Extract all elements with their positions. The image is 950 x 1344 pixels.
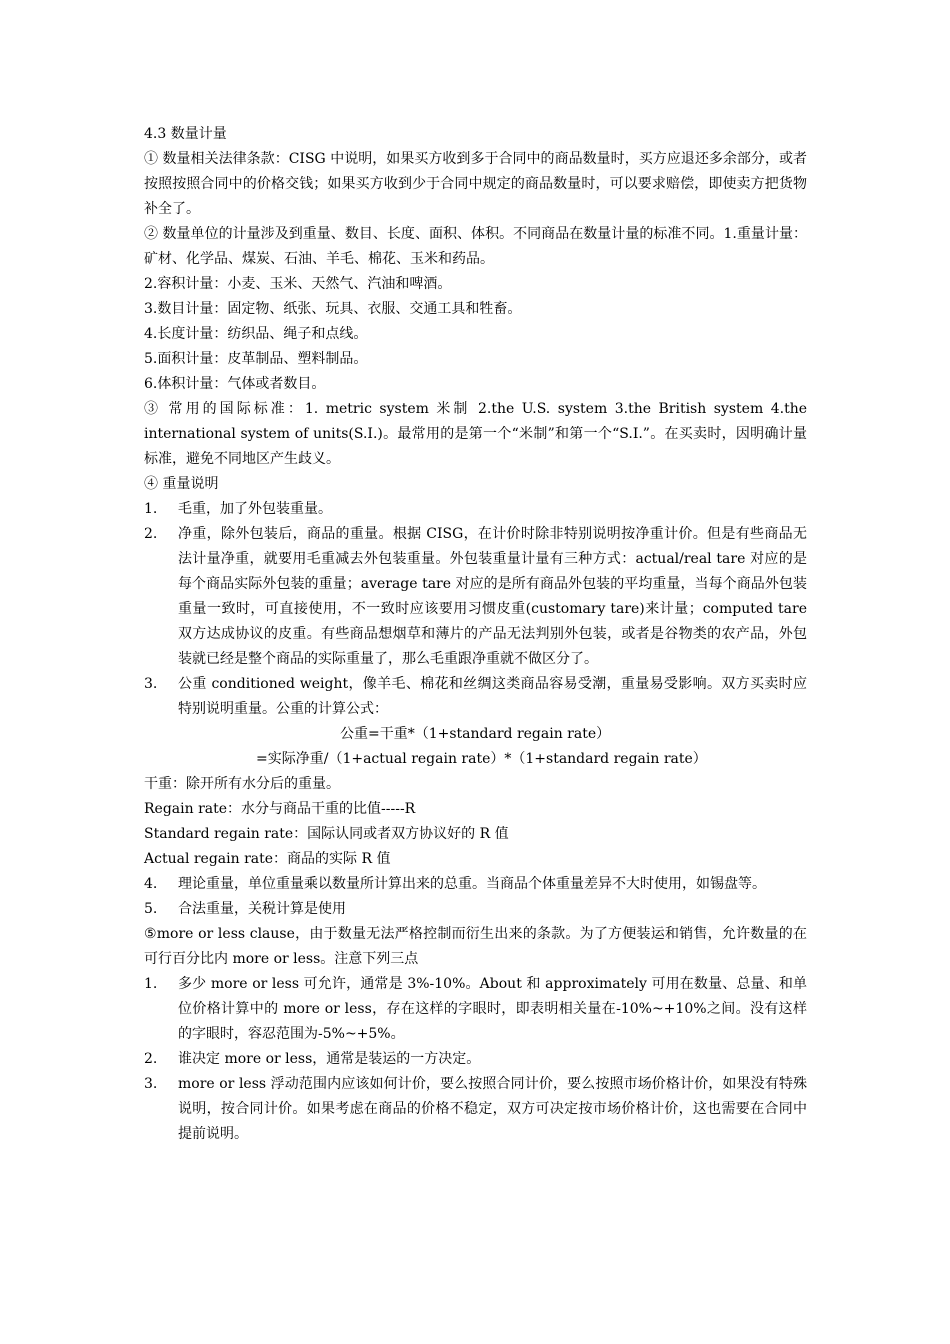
paragraph-units: ② 数量单位的计量涉及到重量、数目、长度、面积、体积。不同商品在数量计量的标准不同。1.重量计量：矿材、化学品、煤炭、石油、羊毛、棉花、玉米和药品。 — [144, 226, 807, 267]
list-text: 理论重量，单位重量乘以数量所计算出来的总重。当商品个体重量差异不大时使用，如锡盘等。 — [178, 876, 766, 892]
paragraph-more-or-less: ⑤more or less clause，由于数量无法严格控制而衍生出来的条款。为了方便装运和销售，允许数量的在可行百分比内 more or less。注意下列三点 — [144, 926, 807, 967]
list-text: 净重，除外包装后，商品的重量。根据 CISG，在计价时除非特别说明按净重计价。但是有些商品无法计量净重，就要用毛重减去外包装重量。外包装重量计量有三种方式：actual/real tare 对应的是每个商品实际外包装的重量；average tare 对应的是所有商品外包装的平均重量，当每个商品外包装重量一致时，可直接使用，不一致时应该要用习惯皮重(customary tare)来计量；computed tare 双方达成协议的皮重。有些商品想烟草和薄片的产品无法判别外包装，或者是谷物类的农产品，外包装就已经是整个商品的实际重量了，那么毛重跟净重就不做区分了。 — [178, 526, 807, 667]
list-number: 4. — [144, 876, 158, 892]
list-text: more or less 浮动范围内应该如何计价，要么按照合同计价，要么按照市场价格计价，如果没有特殊说明，按合同计价。如果考虑在商品的价格不稳定，双方可决定按市场价格计价，这也需要在合同中提前说明。 — [178, 1076, 807, 1142]
list-number: 2. — [144, 1051, 158, 1067]
list-number: 3. — [144, 676, 158, 692]
list-item — [144, 672, 807, 722]
list-number: 3. — [144, 1076, 158, 1092]
list-text: 多少 more or less 可允许，通常是 3%-10%。About 和 approximately 可用在数量、总量、和单位价格计算中的 more or less，存在这样的字眼时，即表明相关量在-10%~+10%之间。没有这样的字眼时，容忍范围为-5%~+5%。 — [178, 976, 807, 1042]
unit-line: 5.面积计量：皮革制品、塑料制品。 — [144, 351, 368, 367]
unit-line: 4.长度计量：纺织品、绳子和点线。 — [144, 326, 368, 342]
paragraph-standards: ③ 常用的国际标准：1. metric system 米制 2.the U.S. system 3.the British system 4.the international system of units(S.I.)。最常用的是第一个“米制”和第一个“S.I.”。在买卖时，因明确计量标准，避免不同地区产生歧义。 — [144, 401, 807, 467]
section-heading: 4.3 数量计量 — [144, 126, 227, 142]
definition-line: Standard regain rate：国际认同或者双方协议好的 R 值 — [144, 826, 509, 842]
paragraph-weight-heading: ④ 重量说明 — [144, 476, 219, 492]
formula-line: =实际净重/（1+actual regain rate）*（1+standard regain rate） — [256, 751, 707, 767]
list-item — [144, 1072, 807, 1147]
list-text: 谁决定 more or less，通常是装运的一方决定。 — [178, 1051, 481, 1067]
list-item — [144, 1047, 807, 1072]
list-item — [144, 897, 807, 922]
definition-line: Regain rate：水分与商品干重的比值-----R — [144, 801, 416, 817]
list-item — [144, 522, 807, 672]
definition-line: 干重：除开所有水分后的重量。 — [144, 776, 340, 792]
unit-line: 3.数目计量：固定物、纸张、玩具、衣服、交通工具和牲畜。 — [144, 301, 522, 317]
list-text: 公重 conditioned weight，像羊毛、棉花和丝绸这类商品容易受潮，重量易受影响。双方买卖时应特别说明重量。公重的计算公式： — [178, 676, 807, 717]
list-item — [144, 972, 807, 1047]
formula-line: 公重=干重*（1+standard regain rate） — [340, 726, 611, 742]
list-number: 2. — [144, 526, 158, 542]
unit-line: 6.体积计量：气体或者数目。 — [144, 376, 326, 392]
list-text: 毛重，加了外包装重量。 — [178, 501, 332, 517]
list-number: 1. — [144, 976, 158, 992]
list-number: 1. — [144, 501, 158, 517]
unit-line: 2.容积计量：小麦、玉米、天然气、汽油和啤酒。 — [144, 276, 452, 292]
document-page — [144, 122, 807, 1147]
list-text: 合法重量，关税计算是使用 — [178, 901, 346, 917]
list-item — [144, 497, 807, 522]
list-number: 5. — [144, 901, 158, 917]
list-item — [144, 872, 807, 897]
paragraph-legal-clauses: ① 数量相关法律条款：CISG 中说明，如果买方收到多于合同中的商品数量时，买方应退还多余部分，或者按照按照合同中的价格交钱；如果买方收到少于合同中规定的商品数量时，可以要求赔偿，即使卖方把货物补全了。 — [144, 151, 807, 217]
definition-line: Actual regain rate：商品的实际 R 值 — [144, 851, 391, 867]
